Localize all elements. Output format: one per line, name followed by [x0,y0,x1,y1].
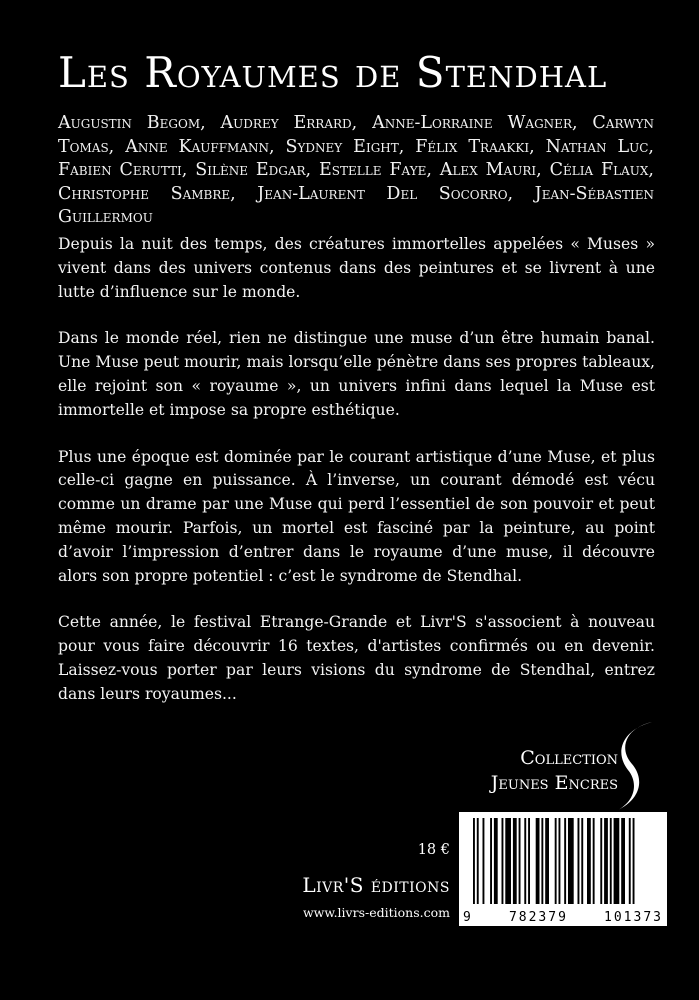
barcode-bar [477,818,479,904]
blurb-paragraph: Cette année, le festival Etrange-Grande et Livr'S s'associent à nouveau pour vous faire découvrir 16 textes, d'artistes confirmés ou en devenir. Laissez-vous porter par leurs visions du syndrome de Stendhal, entrez dans leurs royaumes... [58,613,655,703]
barcode-bar [555,818,557,904]
book-title: Les Royaumes de Stendhal [58,48,608,97]
collection-s-logo-icon [612,718,660,814]
barcode-bar [528,818,530,904]
barcode-bar [604,818,608,904]
collection-line-1: Collection [520,747,618,769]
publisher-name: Livr'S éditions [302,873,450,897]
barcode-bar [581,818,583,904]
barcode-bar [490,818,492,904]
barcode-group-1: 782379 [508,909,568,925]
collection-line-2: Jeunes Encres [490,772,618,794]
barcode-bar [614,818,620,904]
collection-label [488,746,618,796]
barcode-bar [545,818,549,904]
barcode-bar [502,818,504,904]
barcode-bar [524,818,526,904]
blurb-paragraph: Plus une époque est dominée par le courant artistique d’une Muse, et plus celle-ci gagne en puissance. À l’inverse, un courant démodé est vécu comme un drame par une Muse qui perd l’essentiel de son pouvoir et peut même mourir. Parfois, un mortel est fasciné par la peinture, au point d’avoir l’impression d’entrer dans le royaume d’une muse, il découvre alors son propre potentiel : c’est le syndrome de Stendhal. [58,447,655,585]
blurb-paragraph: Dans le monde réel, rien ne distingue une muse d’un être humain banal. Une Muse peut mourir, mais lorsqu’elle pénètre dans ses propres tableaux, elle rejoint son « royaume », un univers infini dans lequel la Muse est immortelle et impose sa propre esthétique. [58,329,655,419]
author-list: Augustin Begom, Audrey Errard, Anne-Lorraine Wagner, Carwyn Tomas, Anne Kauffmann, Sydney Eight, Félix Traakki, Nathan Luc, Fabien Cerutti, Silène Edgar, Estelle Faye, Alex Mauri, Célia Flaux, Christophe Sambre, Jean-Laurent Del Socorro, Jean-Sébastien Guillermou [58,113,654,227]
isbn-barcode [459,812,667,926]
barcode-bar [600,818,602,904]
barcode-bar [568,818,574,904]
barcode-bar [483,818,485,904]
barcode-bar [578,818,580,904]
barcode-bars-icon [459,812,667,912]
price: 18 € [417,842,450,858]
publisher-website: www.livrs-editions.com [302,905,450,920]
barcode-bar [513,818,517,904]
barcode-bar [621,818,625,904]
barcode-lead-digit: 9 [463,909,473,925]
barcode-bar [541,818,543,904]
barcode-bar [587,818,591,904]
barcode-digits [459,908,667,926]
barcode-bar [505,818,511,904]
barcode-group-2: 101373 [604,909,663,925]
barcode-bar [494,818,498,904]
barcode-bar [629,818,631,904]
barcode-bar [633,818,635,904]
barcode-bar [564,818,566,904]
barcode-bar [519,818,521,904]
barcode-bar [559,818,561,904]
blurb-paragraph: Depuis la nuit des temps, des créatures immortelles appelées « Muses » vivent dans des univers contenus dans des peintures et se livrent à une lutte d’influence sur le monde. [58,235,655,301]
barcode-bar [593,818,595,904]
barcode-bar [536,818,540,904]
barcode-bar [473,818,475,904]
barcode-bar [610,818,612,904]
back-cover-blurb [58,233,655,730]
